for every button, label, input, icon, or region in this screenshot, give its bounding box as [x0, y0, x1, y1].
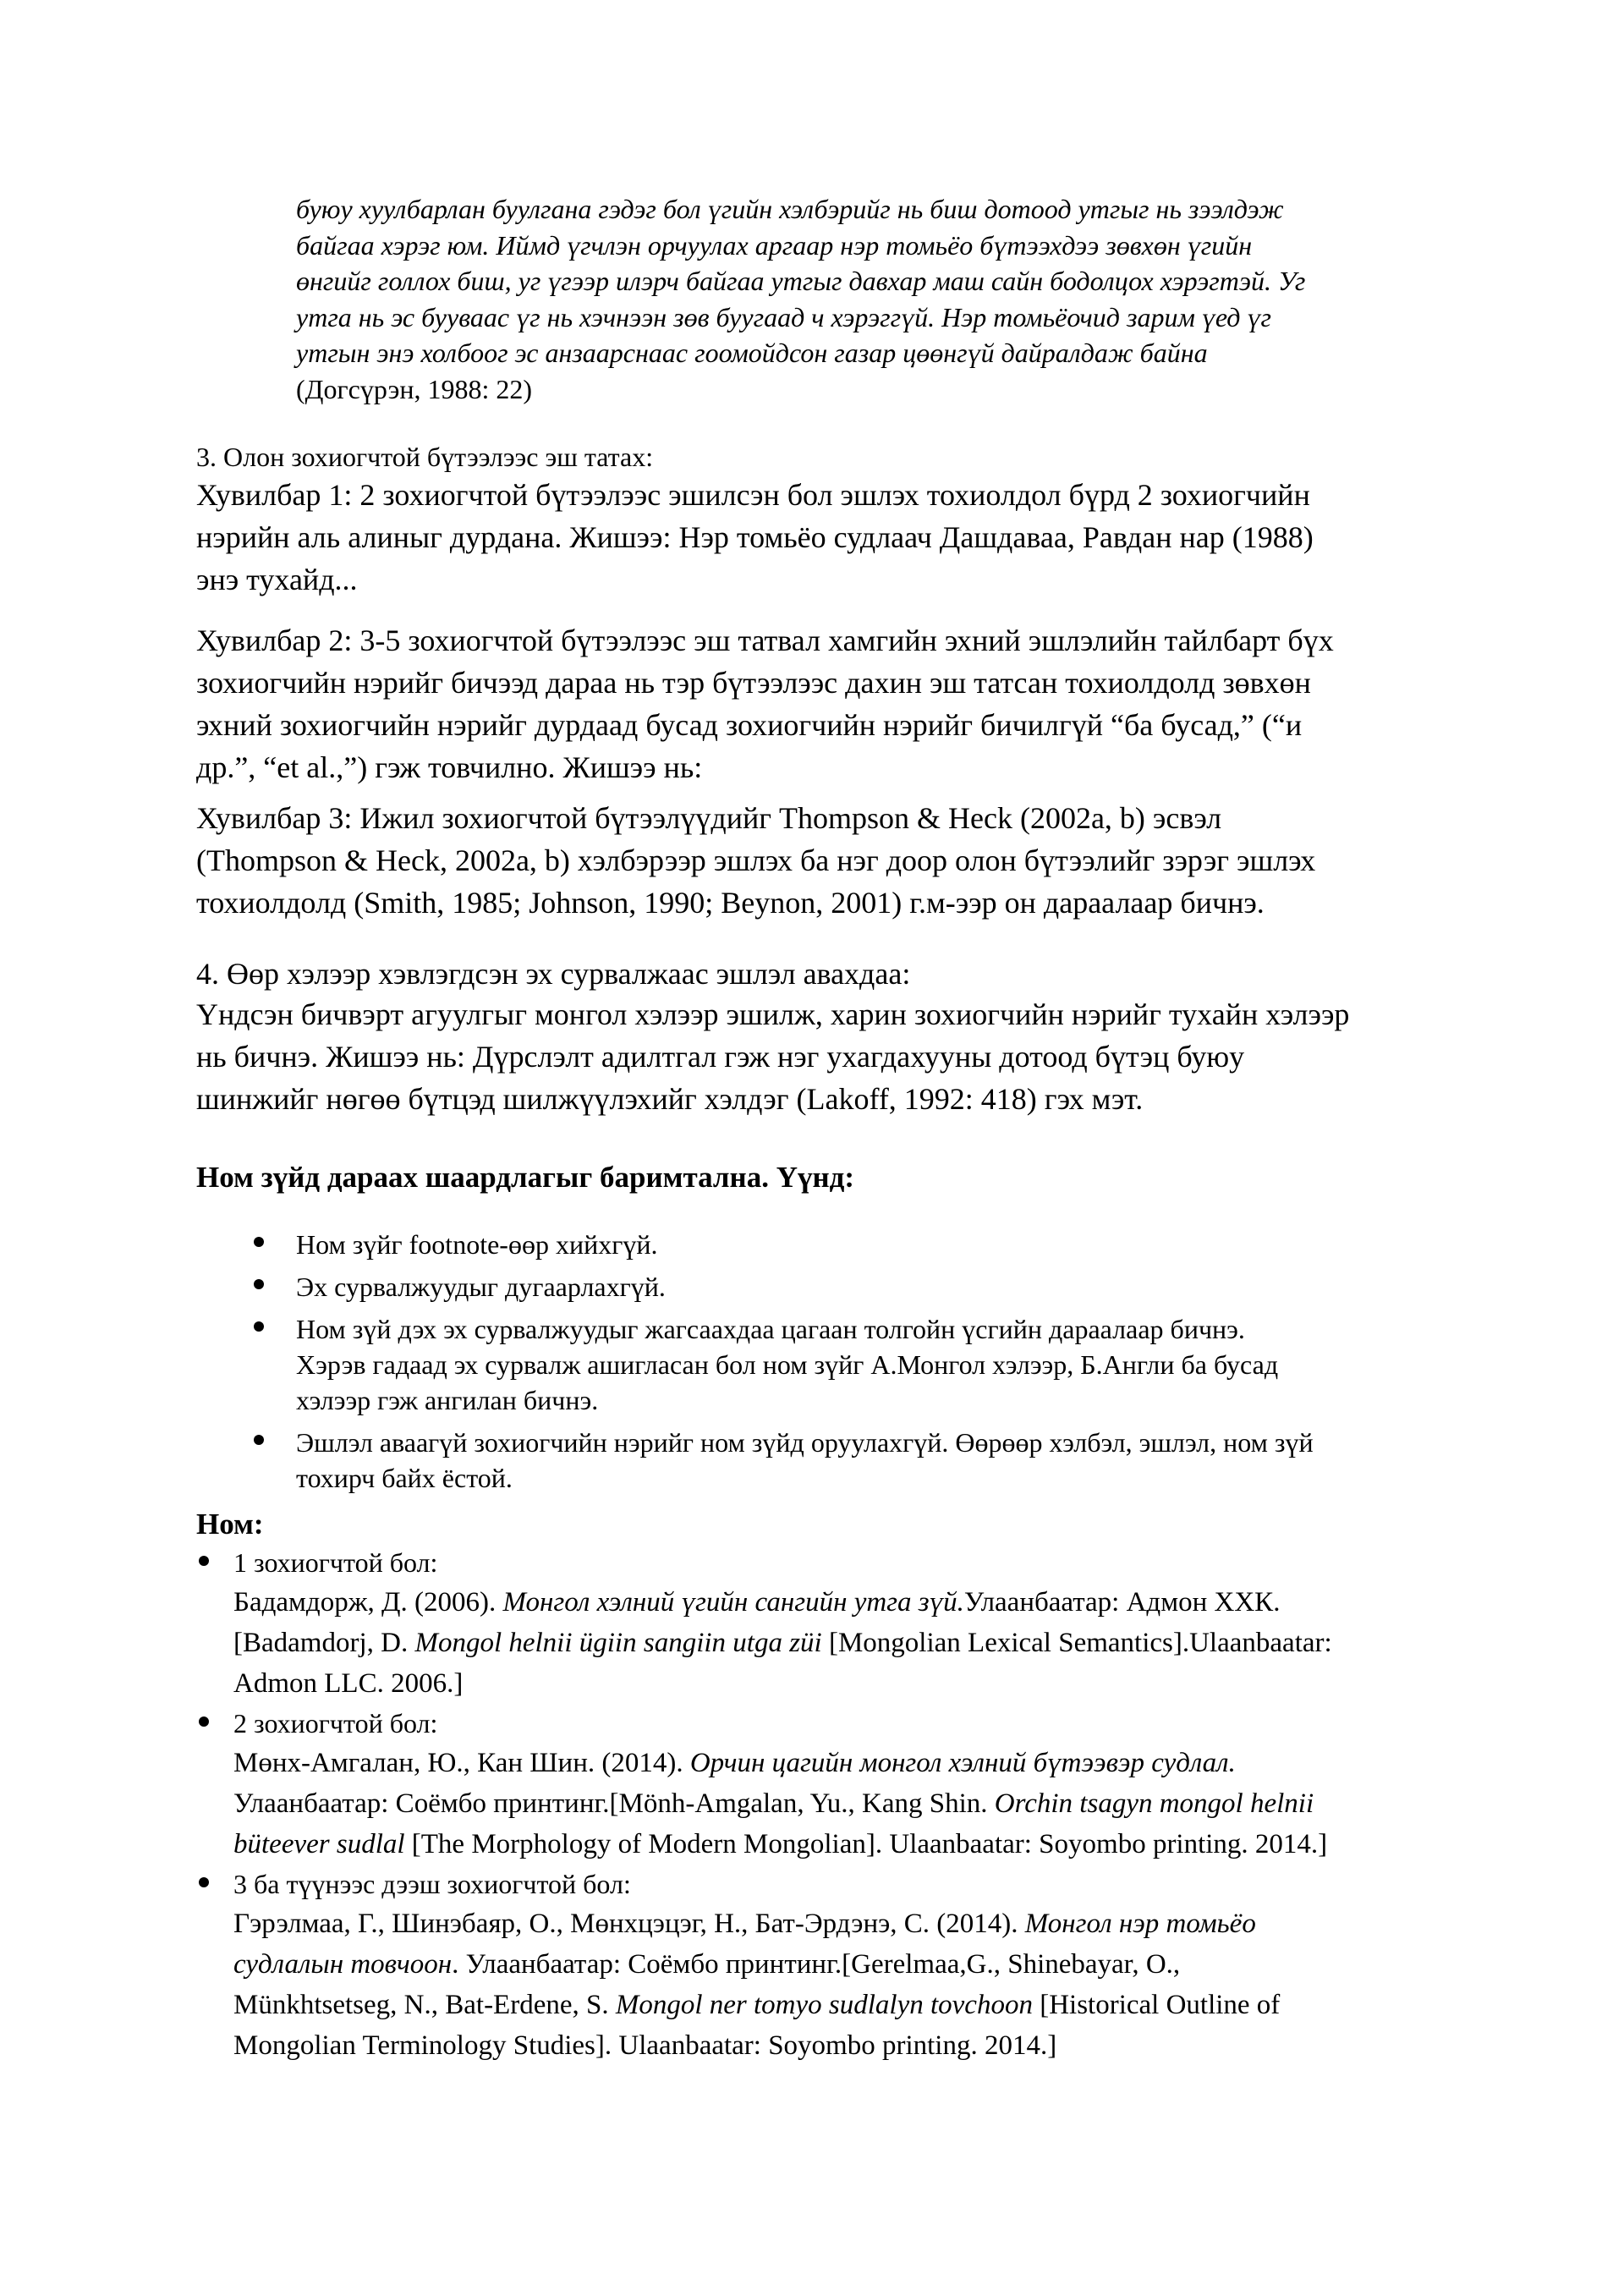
quote-line: өнгийг голлох биш, уг үгээр илэрч байгаа утгыг давхар маш сайн бодолцох хэрэгтэй. Уг — [296, 266, 1306, 296]
bullet-icon — [254, 1321, 264, 1332]
italic-title: Монгол нэр томьёо — [1024, 1909, 1256, 1939]
variant-2-paragraph — [196, 619, 1431, 788]
text-span: Гэрэлмаа, Г., Шинэбаяр, О., Мөнхцэцэг, Н., Бат-Эрдэнэ, С. (2014). — [233, 1909, 1025, 1939]
list-item-line: тохирч байх ёстой. — [296, 1463, 513, 1493]
variant-3-paragraph — [196, 797, 1431, 924]
quote-line: утга нь эс бууваас үг нь хэчнээн зөв буугаад ч хэрэггүй. Нэр томьёочид зарим үед үг — [296, 301, 1271, 332]
reference-line — [233, 1582, 1435, 1623]
list-item — [296, 1227, 1435, 1262]
list-item-line: Ном зүй дэх эх сурвалжуудыг жагсаахдаа цагаан толгойн үсгийн дараалаар бичнэ. — [296, 1314, 1245, 1344]
paragraph-line: др.”, “et al.,”) гэж товчилно. Жишээ нь: — [196, 750, 703, 784]
text-span: Улаанбаатар: Соёмбо принтинг.[Mönh-Amgalan, Yu., Kang Shin. — [233, 1788, 995, 1819]
text-span: [The Morphology of Modern Mongolian]. Ulaanbaatar: Soyombo printing. 2014.] — [404, 1829, 1328, 1859]
italic-title: Orchin tsagyn mongol helnii — [994, 1788, 1314, 1819]
section-4-paragraph — [196, 993, 1431, 1120]
bibliography-heading: Ном зүйд дараах шаардлагыг баримтална. Үүнд: — [196, 1161, 855, 1194]
italic-title: Орчин цагийн монгол хэлний бүтээвэр судлал. — [689, 1748, 1236, 1778]
section-4-heading: 4. Өөр хэлээр хэвлэгдсэн эх сурвалжаас эшлэл авахдаа: — [196, 957, 911, 991]
references-list — [233, 1543, 1435, 2066]
reference-line — [233, 1985, 1435, 2025]
text-span: [Mongolian Lexical Semantics].Ulaanbaatar: — [821, 1628, 1332, 1658]
list-item-line: Эшлэл аваагүй зохиогчийн нэрийг ном зүйд оруулахгүй. Өөрөөр хэлбэл, эшлэл, ном зүй — [296, 1427, 1314, 1458]
text-span: Мөнх-Амгалан, Ю., Кан Шин. (2014). — [233, 1748, 690, 1778]
list-item-line: Ном зүйг footnote-өөр хийхгүй. — [296, 1229, 658, 1260]
paragraph-line: Хувилбар 1: 2 зохиогчтой бүтээлээс эшилсэн бол эшлэх тохиолдол бүрд 2 зохиогчийн — [196, 478, 1310, 512]
reference-line — [233, 1944, 1435, 1985]
italic-title: Mongol helnii ügiin sangiin utga züi — [414, 1628, 822, 1658]
list-item — [296, 1311, 1435, 1418]
variant-1-paragraph — [196, 474, 1431, 601]
paragraph-line: эхний зохиогчийн нэрийг дурдаад бусад зохиогчийн нэрийг бичилгүй “ба бусад,” (“и — [196, 708, 1303, 742]
quote-line: байгаа хэрэг юм. Иймд үгчлэн орчуулах аргаар нэр томьёо бүтээхдээ зөвхөн үгийн — [296, 229, 1253, 261]
bullet-icon — [254, 1237, 264, 1247]
text-span: [Historical Outline of — [1032, 1990, 1281, 2020]
block-quote — [296, 191, 1435, 407]
paragraph-line: Хувилбар 3: Ижил зохиогчтой бүтээлүүдийг Thompson & Heck (2002a, b) эсвэл — [196, 801, 1222, 835]
list-item — [296, 1269, 1435, 1305]
text-span: Бадамдорж, Д. (2006). — [233, 1587, 503, 1618]
references-heading: Ном: — [196, 1508, 264, 1541]
quote-line: буюу хуулбарлан буулгана гэдэг бол үгийн хэлбэрийг нь биш дотоод утгыг нь зээлдэж — [296, 194, 1284, 224]
quote-citation: (Догсүрэн, 1988: 22) — [296, 373, 533, 404]
bullet-icon — [254, 1279, 264, 1289]
paragraph-line: шинжийг нөгөө бүтцэд шилжүүлэхийг хэлдэг (Lakoff, 1992: 418) гэх мэт. — [196, 1082, 1144, 1116]
reference-label: 3 ба түүнээс дээш зохиогчтой бол: — [233, 1869, 631, 1899]
list-item-line: Хэрэв гадаад эх сурвалж ашигласан бол ном зүйг А.Монгол хэлээр, Б.Англи ба бусад — [296, 1349, 1279, 1380]
list-item-line: Эх сурвалжуудыг дугаарлахгүй. — [296, 1272, 666, 1302]
paragraph-line: (Thompson & Heck, 2002a, b) хэлбэрээр эшлэх ба нэг доор олон бүтээлийг зэрэг эшлэх — [196, 843, 1316, 877]
italic-title: судлалын товчоон — [233, 1949, 453, 1980]
paragraph-line: нэрийн аль алиныг дурдана. Жишээ: Нэр томьёо судлаач Дашдаваа, Равдан нар (1988) — [196, 520, 1314, 554]
reference-label: 1 зохиогчтой бол: — [233, 1547, 438, 1578]
text-span: . Улаанбаатар: Соёмбо принтинг.[Gerelmaa,G., Shinebayar, O., — [452, 1949, 1181, 1980]
reference-line — [233, 1903, 1435, 1944]
paragraph-line: Үндсэн бичвэрт агуулгыг монгол хэлээр эшилж, харин зохиогчийн нэрийг тухайн хэлээр — [196, 997, 1350, 1031]
bullet-icon — [199, 1877, 209, 1887]
text-span: Münkhtsetseg, N., Bat-Erdene, S. — [233, 1990, 616, 2020]
reference-line — [233, 1743, 1435, 1783]
reference-item-3 — [233, 1865, 1435, 2066]
list-item-line: хэлээр гэж ангилан бичнэ. — [296, 1385, 599, 1415]
reference-item-1 — [233, 1543, 1435, 1704]
text-span: [Badamdorj, D. — [233, 1628, 415, 1658]
paragraph-line: зохиогчийн нэрийг бичээд дараа нь тэр бүтээлээс дахин эш татсан тохиолдолд зөвхөн — [196, 666, 1311, 700]
reference-line — [233, 1824, 1435, 1865]
reference-line — [233, 1623, 1435, 1663]
paragraph-line: нь бичнэ. Жишээ нь: Дүрслэлт адилтгал гэж нэг ухагдахууны дотоод бүтэц буюу — [196, 1040, 1245, 1074]
bullet-icon — [199, 1556, 209, 1566]
reference-line — [233, 1783, 1435, 1824]
paragraph-line: тохиолдолд (Smith, 1985; Johnson, 1990; Beynon, 2001) г.м-ээр он дараалаар бичнэ. — [196, 886, 1265, 920]
quote-line: утгын энэ холбоог эс анзаарснаас гоомойдсон газар цөөнгүй дайралдаж байна — [296, 338, 1208, 368]
italic-title: büteever sudlal — [233, 1829, 405, 1859]
italic-title: Монгол хэлний үгийн сангийн утга зүй. — [502, 1587, 964, 1618]
text-span: Улаанбаатар: Адмон ХХК. — [963, 1587, 1281, 1618]
italic-title: Mongol ner tomyo sudlalyn tovchoon — [615, 1990, 1033, 2020]
list-item — [296, 1425, 1435, 1496]
reference-line: Admon LLC. 2006.] — [233, 1668, 464, 1699]
paragraph-line: энэ тухайд... — [196, 563, 358, 596]
reference-line: Mongolian Terminology Studies]. Ulaanbaatar: Soyombo printing. 2014.] — [233, 2030, 1057, 2061]
reference-item-2 — [233, 1704, 1435, 1865]
bullet-icon — [199, 1717, 209, 1727]
section-3-heading: 3. Олон зохиогчтой бүтээлээс эш татах: — [196, 442, 654, 472]
reference-label: 2 зохиогчтой бол: — [233, 1708, 438, 1738]
paragraph-line: Хувилбар 2: 3-5 зохиогчтой бүтээлээс эш татвал хамгийн эхний эшлэлийн тайлбарт бүх — [196, 623, 1334, 657]
bullet-icon — [254, 1435, 264, 1445]
bibliography-rules-list — [296, 1227, 1435, 1502]
